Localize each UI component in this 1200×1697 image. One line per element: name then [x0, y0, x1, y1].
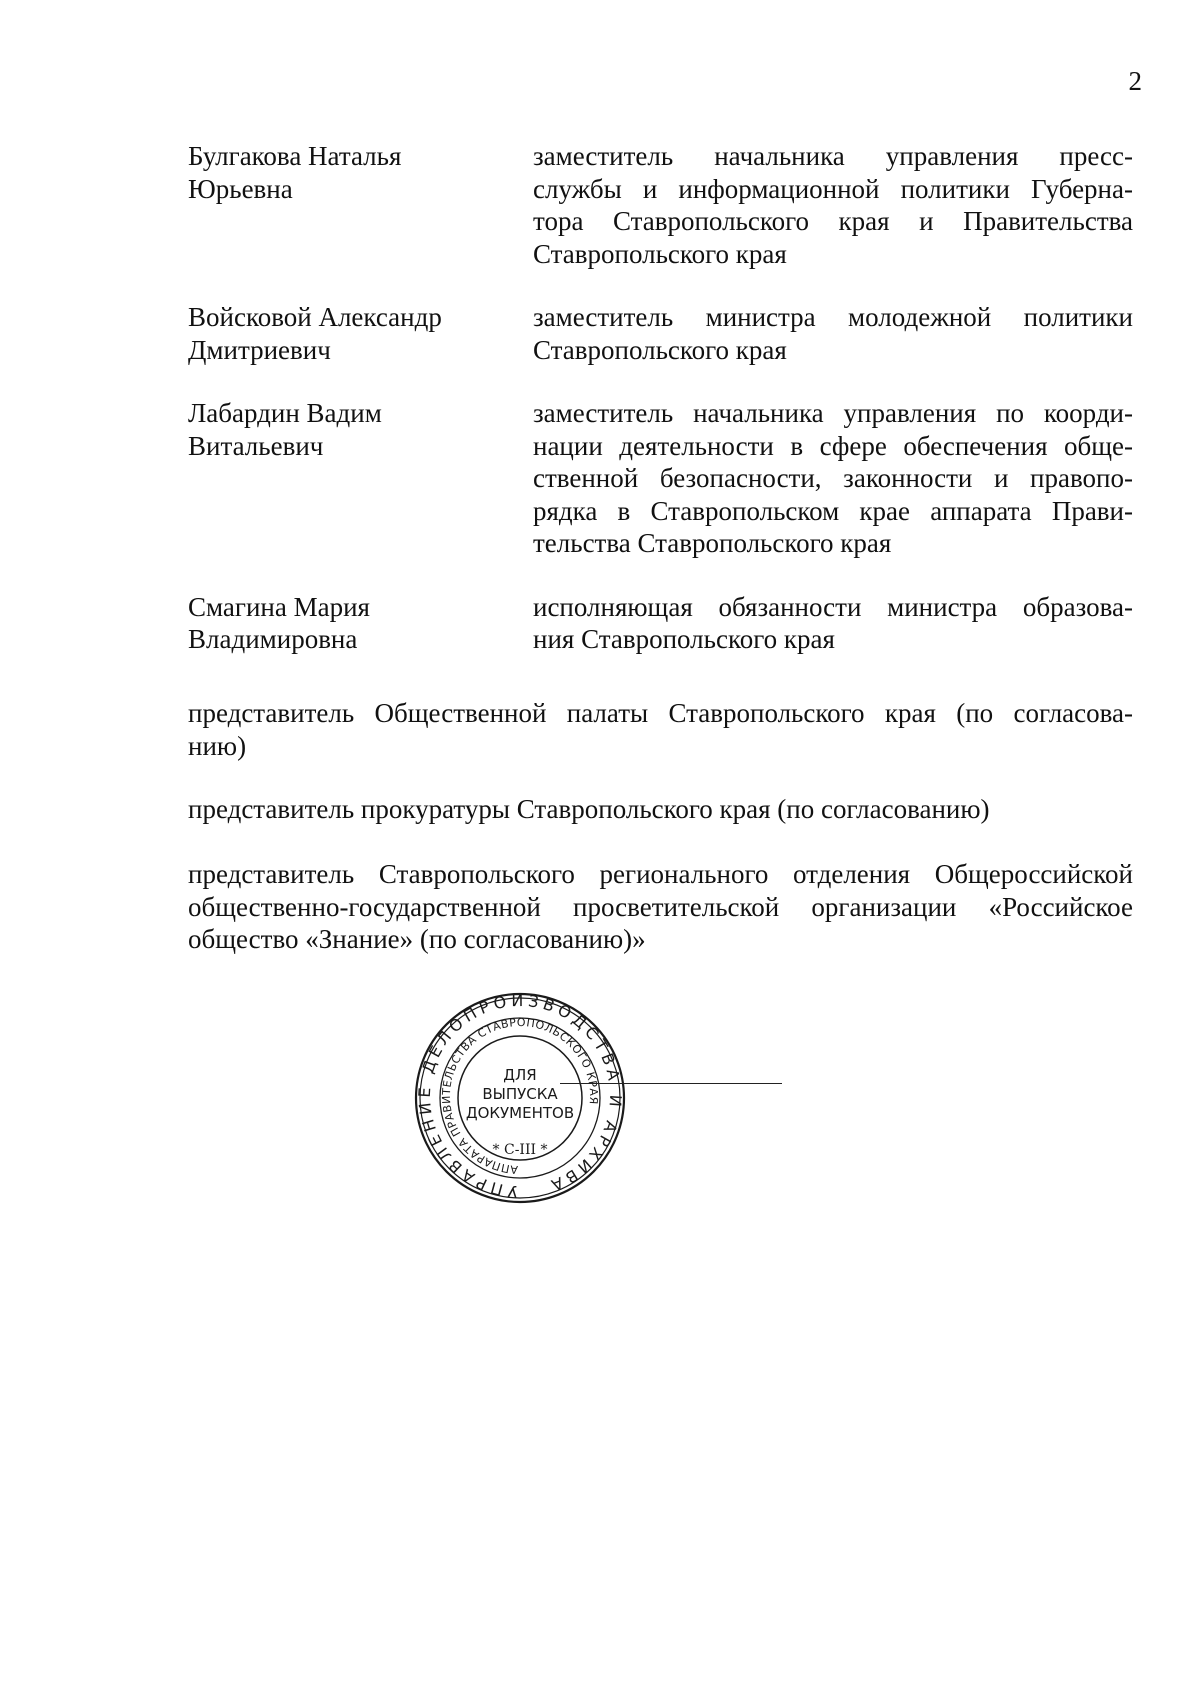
stamp-center-line-1: ДЛЯ: [503, 1066, 537, 1084]
representative-paragraph: [188, 697, 1133, 762]
member-name-line: Юрьевна: [188, 173, 293, 204]
member-position-line: нации деятельности в сфере обеспечения обще-: [533, 430, 1133, 461]
member-name: [188, 591, 533, 656]
member-name: [188, 301, 533, 366]
stamp-center-line-2: ВЫПУСКА: [482, 1085, 558, 1103]
member-row: [188, 397, 1133, 560]
member-position-line: Ставропольского края: [533, 238, 787, 269]
member-name-line: Витальевич: [188, 430, 324, 461]
member-position-line: тора Ставропольского края и Правительства: [533, 206, 1133, 236]
representative-paragraph: [188, 858, 1133, 956]
member-position: [533, 397, 1133, 560]
member-name-line: Лабардин Вадим: [188, 398, 382, 428]
representative-line: общественно-государственной просветительской организации «Российское: [188, 891, 1133, 922]
representative-line: представитель Ставропольского регионального отделения Общероссийской: [188, 859, 1133, 889]
member-position-line: ственной безопасности, законности и правопо-: [533, 463, 1133, 493]
official-stamp: [400, 988, 640, 1208]
member-position: [533, 301, 1133, 366]
member-position-line: тельства Ставропольского края: [533, 528, 892, 558]
stamp-outer-text: УПРАВЛЕНИЕ ДЕЛОПРОИЗВОДСТВА И АРХИВА: [414, 990, 626, 1202]
member-name-line: Смагина Мария: [188, 591, 370, 622]
member-position-line: исполняющая обязанности министра образова-: [533, 591, 1133, 622]
member-position-line: службы и информационной политики Губерна-: [533, 173, 1133, 204]
member-position-line: рядка в Ставропольском крае аппарата Прави-: [533, 495, 1133, 526]
member-row: [188, 591, 1133, 656]
member-name: [188, 397, 533, 560]
representative-line: представитель Общественной палаты Ставропольского края (по согласова-: [188, 698, 1133, 728]
member-position: [533, 591, 1133, 656]
page-number: 2: [1128, 66, 1142, 96]
member-row: [188, 140, 1133, 270]
stamp-inner-ring-text: АППАРАТА ПРАВИТЕЛЬСТВА СТАВРОПОЛЬСКОГО КРАЯ: [439, 1015, 601, 1177]
member-position-line: заместитель министра молодежной политики: [533, 302, 1133, 332]
representative-line: общество «Знание» (по согласованию)»: [188, 924, 646, 954]
member-name-line: Владимировна: [188, 624, 358, 654]
member-position-line: заместитель начальника управления по коорди-: [533, 398, 1133, 428]
member-position-line: ния Ставропольского края: [533, 624, 835, 654]
member-name-line: Булгакова Наталья: [188, 141, 402, 171]
member-name-line: Дмитриевич: [188, 334, 331, 365]
signature-line: [560, 1083, 782, 1084]
representative-line: нию): [188, 730, 247, 761]
stamp-center-line-3: ДОКУМЕНТОВ: [465, 1104, 575, 1122]
member-position: [533, 140, 1133, 270]
member-position-line: заместитель начальника управления пресс-: [533, 141, 1133, 171]
member-position-line: Ставропольского края: [533, 334, 787, 365]
member-name: [188, 140, 533, 270]
representative-paragraph: [188, 793, 1133, 826]
member-row: [188, 301, 1133, 366]
member-list: [188, 140, 1133, 687]
member-name-line: Войсковой Александр: [188, 302, 442, 332]
stamp-code: * С-III *: [492, 1142, 548, 1158]
representative-line: представитель прокуратуры Ставропольского края (по согласованию): [188, 794, 990, 824]
